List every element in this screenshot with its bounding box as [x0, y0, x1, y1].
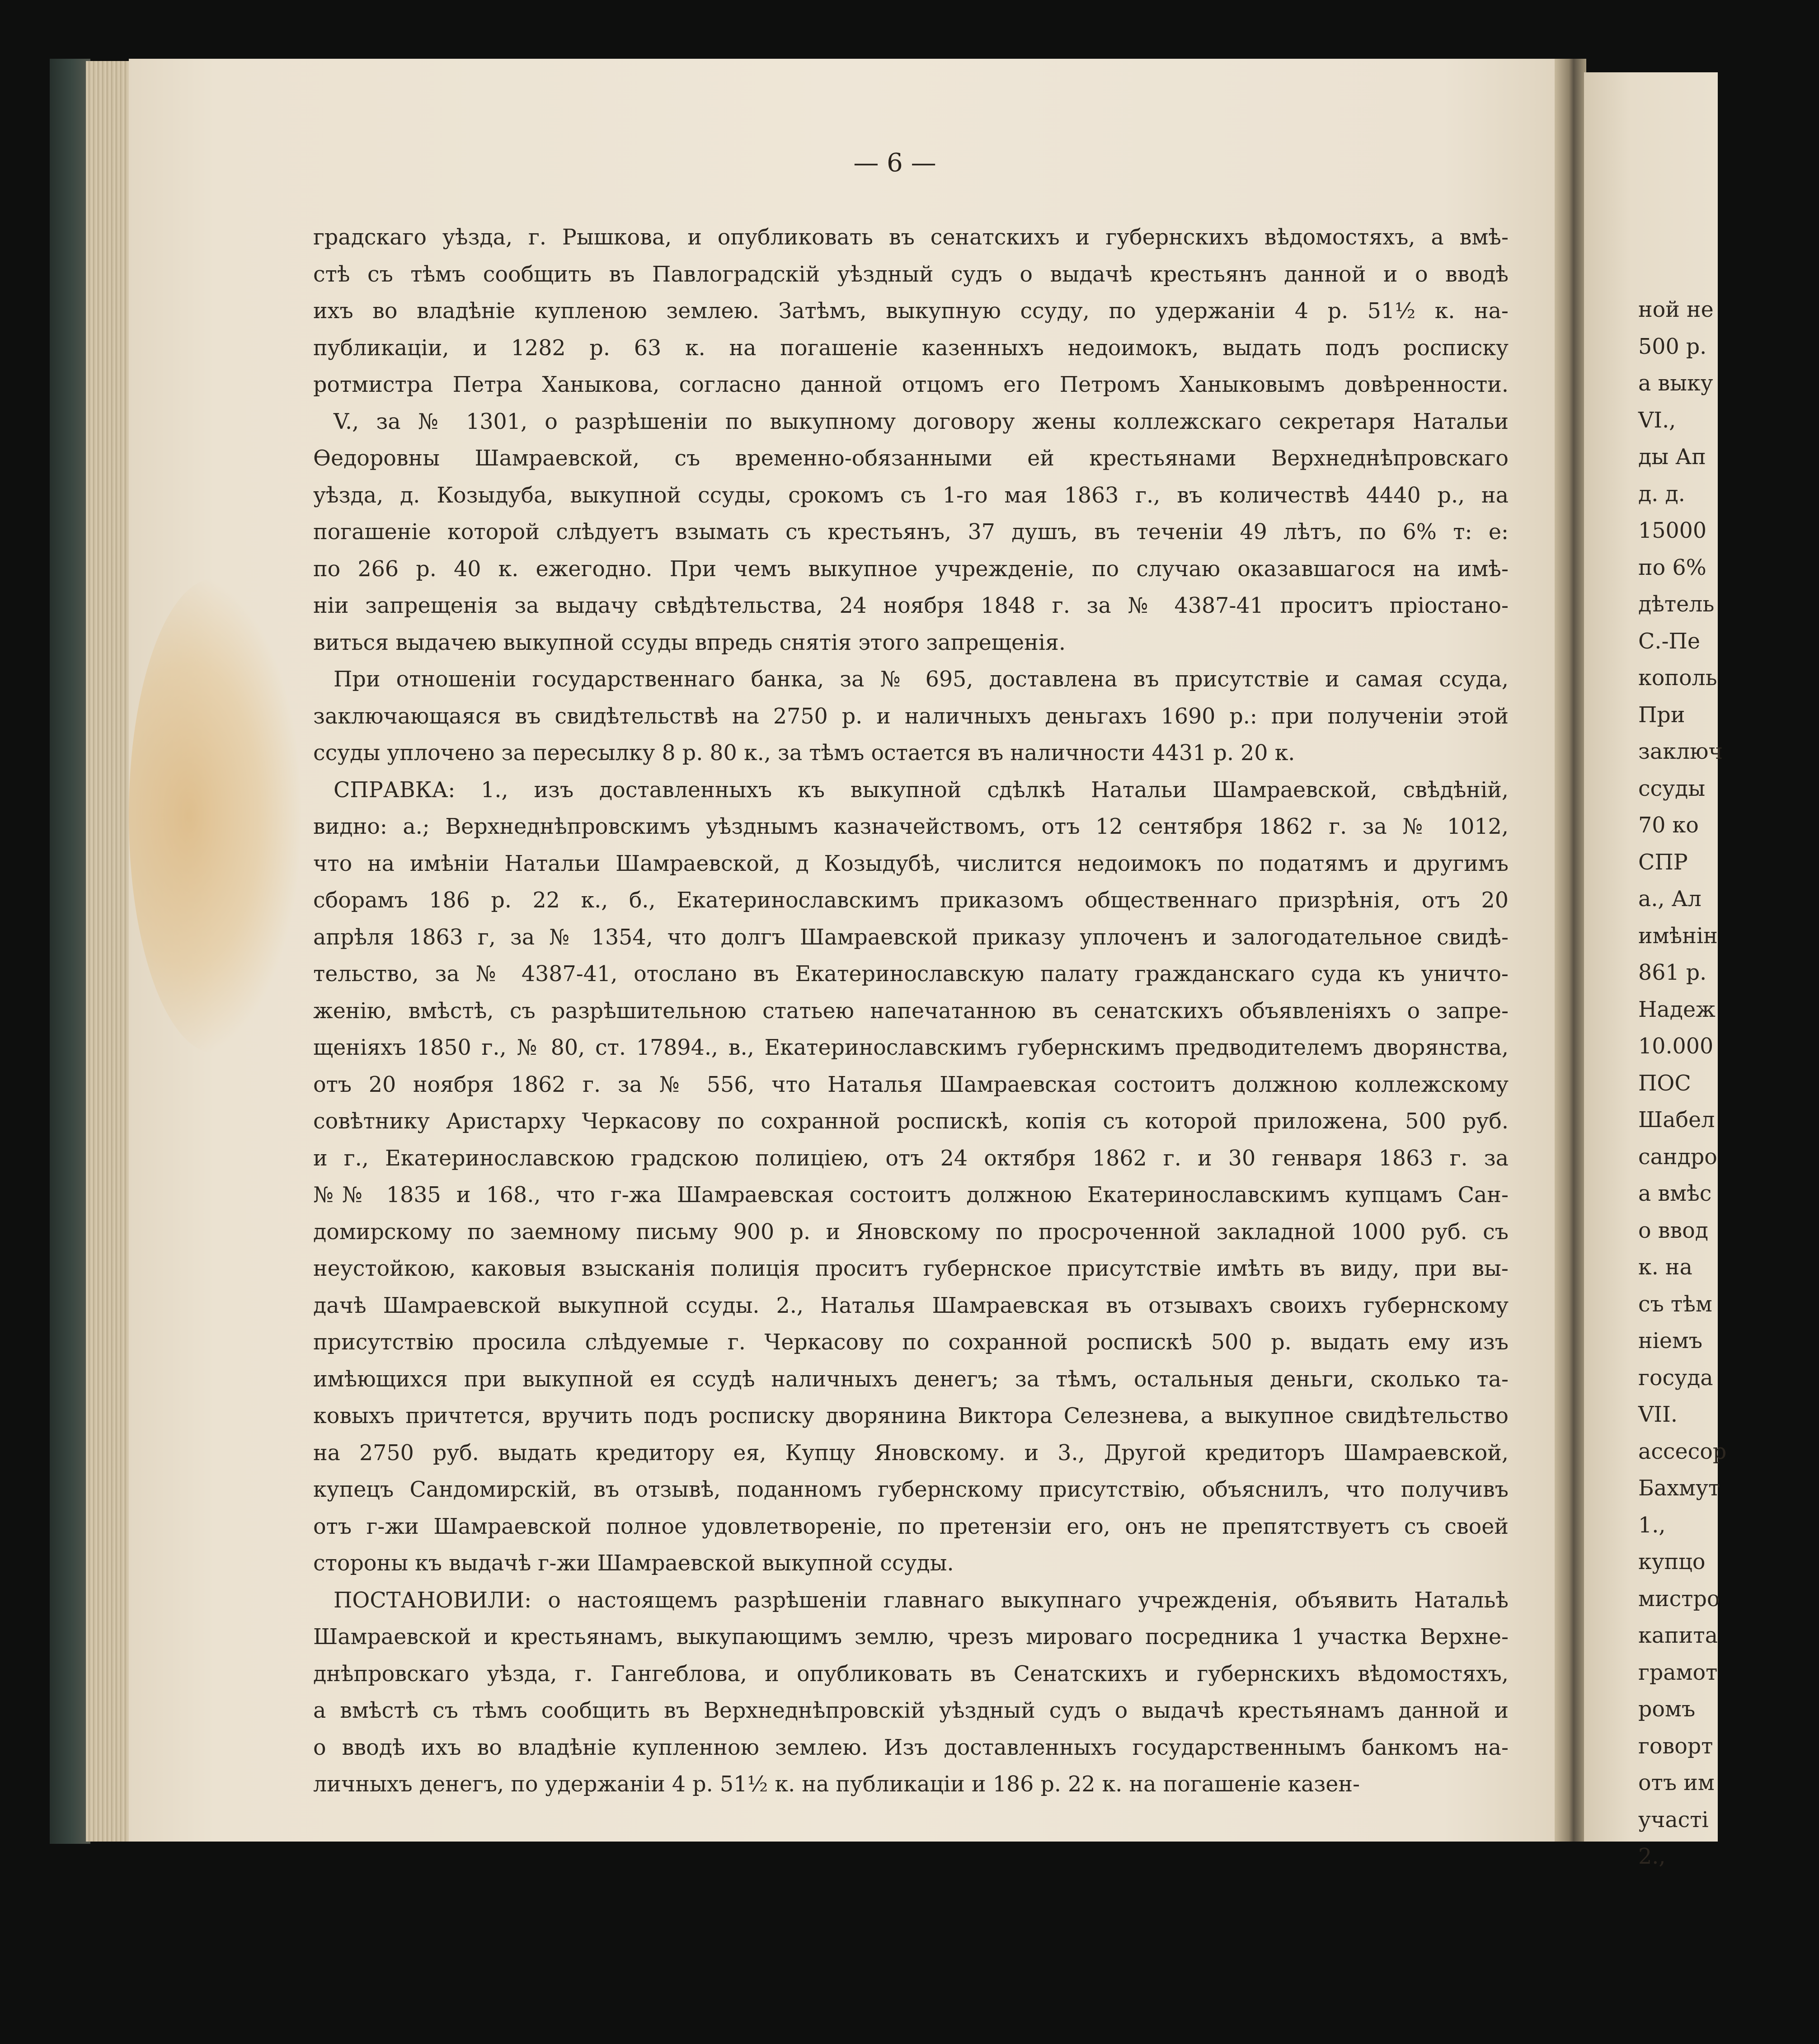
facing-page-line: Шабел	[1638, 1108, 1715, 1132]
text-line: отъ г-жи Шамраевской полное удовлетвореніе, по претензіи его, онъ не препятствуетъ съ своей	[313, 1514, 1509, 1539]
text-line: ніи запрещенія за выдачу свѣдѣтельства, 24 ноября 1848 г. за № 4387-41 проситъ пріостано-	[313, 593, 1509, 618]
text-line: щеніяхъ 1850 г., № 80, ст. 17894., в., Екатеринославскимъ губернскимъ предводителемъ дворянства,	[313, 1035, 1509, 1060]
facing-page-line: капита	[1638, 1623, 1718, 1648]
facing-page-line: ссуды	[1638, 776, 1706, 801]
text-line: №№ 1835 и 168., что г-жа Шамраевская состоитъ должною Екатеринославскимъ купцамъ Сан-	[313, 1183, 1509, 1208]
facing-page-line: 15000	[1638, 518, 1707, 543]
text-line: ихъ во владѣніе купленою землею. Затѣмъ, выкупную ссуду, по удержаніи 4 р. 51½ к. на-	[313, 299, 1509, 324]
facing-page-line: а выку	[1638, 371, 1713, 396]
text-line: погашеніе которой слѣдуетъ взымать съ крестьянъ, 37 душъ, въ теченіи 49 лѣтъ, по 6% т: е:	[313, 520, 1509, 545]
text-line: ротмистра Петра Ханыкова, согласно данной отцомъ его Петромъ Ханыковымъ довѣренности.	[313, 372, 1509, 397]
facing-page-line: ромъ	[1638, 1697, 1696, 1722]
text-line: Шамраевской и крестьянамъ, выкупающимъ землю, чрезъ мироваго посредника 1 участка Верхне-	[313, 1625, 1509, 1649]
page-number: — 6 —	[853, 148, 936, 178]
facing-page-line: 2.,	[1638, 1844, 1666, 1869]
facing-page-line: При	[1638, 702, 1685, 728]
facing-page-line: а., Ал	[1638, 887, 1701, 912]
facing-page-line: говорт	[1638, 1734, 1713, 1759]
page-edges	[86, 61, 129, 1842]
text-line: дачѣ Шамраевской выкупной ссуды. 2., Наталья Шамраевская въ отзывахъ своихъ губернскому	[313, 1293, 1509, 1318]
facing-page-line: госуда	[1638, 1365, 1713, 1391]
text-line: сборамъ 186 р. 22 к., б., Екатеринославскимъ приказомъ общественнаго призрѣнія, отъ 20	[313, 888, 1509, 913]
facing-page-line: отъ им	[1638, 1771, 1715, 1795]
text-line: женію, вмѣстѣ, съ разрѣшительною статьею напечатанною въ сенатскихъ объявленіяхъ о запре-	[313, 998, 1509, 1024]
text-line: имѣющихся при выкупной ея ссудѣ наличныхъ денегъ; за тѣмъ, остальныя деньги, сколько та-	[313, 1367, 1509, 1392]
facing-page-line: по 6%	[1638, 555, 1706, 580]
facing-page-line: ды Ап	[1638, 445, 1706, 470]
text-line: тельство, за № 4387-41, отослано въ Екатеринославскую палату гражданскаго суда къ уничто-	[313, 962, 1509, 987]
text-line: стѣ съ тѣмъ сообщить въ Павлоградскій уѣздный судъ о выдачѣ крестьянъ данной и о вводѣ	[313, 262, 1509, 287]
facing-page-line: участі	[1638, 1807, 1709, 1833]
facing-page-line: VII.	[1638, 1402, 1678, 1427]
text-line: Ѳедоровны Шамраевской, съ временно-обязанными ей крестьянами Верхнеднѣпровскаго	[313, 446, 1509, 471]
text-line: При отношеніи государственнаго банка, за № 695, доставлена въ присутствіе и самая ссуда,	[334, 667, 1509, 692]
facing-page-line: мистро	[1638, 1586, 1720, 1612]
facing-page-line: Надеж	[1638, 997, 1716, 1022]
facing-page-line: грамот	[1638, 1660, 1718, 1685]
facing-page-line: заключ	[1638, 739, 1723, 764]
text-line: стороны къ выдачѣ г-жи Шамраевской выкупной ссуды.	[313, 1551, 954, 1576]
body-text	[313, 219, 1509, 1803]
text-line: на 2750 руб. выдать кредитору ея, Купцу Яновскому. и 3., Другой кредиторъ Шамраевской,	[313, 1440, 1509, 1466]
facing-page-line: ніемъ	[1638, 1329, 1703, 1353]
facing-page-line: д. д.	[1638, 481, 1685, 507]
text-line: V., за № 1301, о разрѣшеніи по выкупному договору жены коллежскаго секретаря Натальи	[334, 409, 1509, 434]
text-line: СПРАВКА: 1., изъ доставленныхъ къ выкупной сдѣлкѣ Натальи Шамраевской, свѣдѣній,	[334, 777, 1509, 803]
text-line: по 266 р. 40 к. ежегодно. При чемъ выкупное учрежденіе, по случаю оказавшагося на имѣ-	[313, 556, 1509, 582]
facing-page-line: 861 р.	[1638, 960, 1707, 985]
facing-page-line: 70 ко	[1638, 813, 1699, 838]
text-line: и г., Екатеринославскою градскою полиціею, отъ 24 октября 1862 г. и 30 генваря 1863 г. за	[313, 1146, 1509, 1171]
facing-page-line: С.-Пе	[1638, 629, 1701, 654]
text-line: личныхъ денегъ, по удержаніи 4 р. 51½ к. на публикаціи и 186 р. 22 к. на погашеніе казен-	[313, 1772, 1360, 1797]
facing-page-line: дѣтель	[1638, 592, 1715, 617]
facing-page-line: Бахмут	[1638, 1476, 1720, 1501]
facing-page-line: 10.000	[1638, 1034, 1714, 1059]
text-line: присутствію просила слѣдуемые г. Черкасову по сохранной роспискѣ 500 р. выдать ему изъ	[313, 1330, 1509, 1355]
facing-page-line: съ тѣм	[1638, 1292, 1712, 1317]
text-line: о вводѣ ихъ во владѣніе купленною землею. Изъ доставленныхъ государственнымъ банкомъ на-	[313, 1735, 1509, 1760]
text-line: апрѣля 1863 г, за № 1354, что долгъ Шамраевской приказу уплоченъ и залогодательное свидѣ-	[313, 925, 1509, 950]
text-line: ПОСТАНОВИЛИ: о настоящемъ разрѣшеніи главнаго выкупнаго учрежденія, объявить Натальѣ	[334, 1588, 1509, 1613]
book-cover-edge	[50, 59, 90, 1844]
facing-page-line: ПОС	[1638, 1071, 1691, 1096]
facing-page-line: 500 р.	[1638, 334, 1707, 359]
text-line: купецъ Сандомирскій, въ отзывѣ, поданномъ губернскому присутствію, объяснилъ, что получивъ	[313, 1477, 1509, 1502]
facing-page-line: СПР	[1638, 850, 1688, 875]
facing-page-line: к. на	[1638, 1255, 1692, 1280]
text-line: отъ 20 ноября 1862 г. за № 556, что Наталья Шамраевская состоитъ должною коллежскому	[313, 1072, 1509, 1097]
water-stain	[129, 578, 301, 1053]
text-line: уѣзда, д. Козыдуба, выкупной ссуды, срокомъ съ 1-го мая 1863 г., въ количествѣ 4440 р., на	[313, 483, 1509, 508]
facing-page-line: 1.,	[1638, 1513, 1666, 1538]
text-line: публикаціи, и 1282 р. 63 к. на погашеніе казенныхъ недоимокъ, выдать подъ росписку	[313, 335, 1509, 361]
facing-page-line: ной не	[1638, 297, 1714, 322]
facing-page	[1584, 72, 1727, 1869]
text-line: виться выдачею выкупной ссуды впредь снятія этого запрещенія.	[313, 630, 1066, 655]
text-line: а вмѣстѣ съ тѣмъ сообщить въ Верхнеднѣпровскій уѣздный судъ о выдачѣ крестьянамъ данной и	[313, 1698, 1509, 1723]
text-line: заключающаяся въ свидѣтельствѣ на 2750 р. и наличныхъ деньгахъ 1690 р.: при полученіи этой	[313, 704, 1509, 729]
facing-page-line: кополь	[1638, 666, 1717, 691]
text-line: ковыхъ причтется, вручить подъ росписку дворянина Виктора Селезнева, а выкупное свидѣтельство	[313, 1404, 1509, 1428]
facing-page-line: ассесор	[1638, 1439, 1727, 1464]
facing-page-line: VI.,	[1638, 408, 1676, 433]
facing-page-text	[1638, 291, 1819, 1875]
text-line: совѣтнику Аристарху Черкасову по сохранной роспискѣ, копія съ которой приложена, 500 руб.	[313, 1109, 1509, 1134]
facing-page-line: сандро	[1638, 1144, 1717, 1170]
book-gutter	[1555, 59, 1586, 1842]
facing-page-line: а вмѣс	[1638, 1181, 1712, 1206]
text-line: ссуды уплочено за пересылку 8 р. 80 к., за тѣмъ остается въ наличности 4431 р. 20 к.	[313, 741, 1295, 766]
facing-page-line: имѣнін	[1638, 923, 1718, 949]
text-line: домирскому по заемному письму 900 р. и Яновскому по просроченной закладной 1000 руб. съ	[313, 1219, 1509, 1245]
text-line: градскаго уѣзда, г. Рышкова, и опубликовать въ сенатскихъ и губернскихъ вѣдомостяхъ, а вмѣ-	[313, 225, 1509, 250]
facing-page-line: о ввод	[1638, 1218, 1709, 1243]
facing-page-line: купцо	[1638, 1550, 1706, 1574]
text-line: видно: а.; Верхнеднѣпровскимъ уѣзднымъ казначействомъ, отъ 12 сентября 1862 г. за № 1012,	[313, 814, 1509, 839]
text-line: что на имѣніи Натальи Шамраевской, д Козыдубѣ, числится недоимокъ по податямъ и другимъ	[313, 851, 1509, 876]
text-line: неустойкою, каковыя взысканія полиція проситъ губернское присутствіе имѣть въ виду, при вы-	[313, 1256, 1509, 1281]
text-line: днѣпровскаго уѣзда, г. Гангеблова, и опубликовать въ Сенатскихъ и губернскихъ вѣдомостяхъ,	[313, 1661, 1509, 1687]
